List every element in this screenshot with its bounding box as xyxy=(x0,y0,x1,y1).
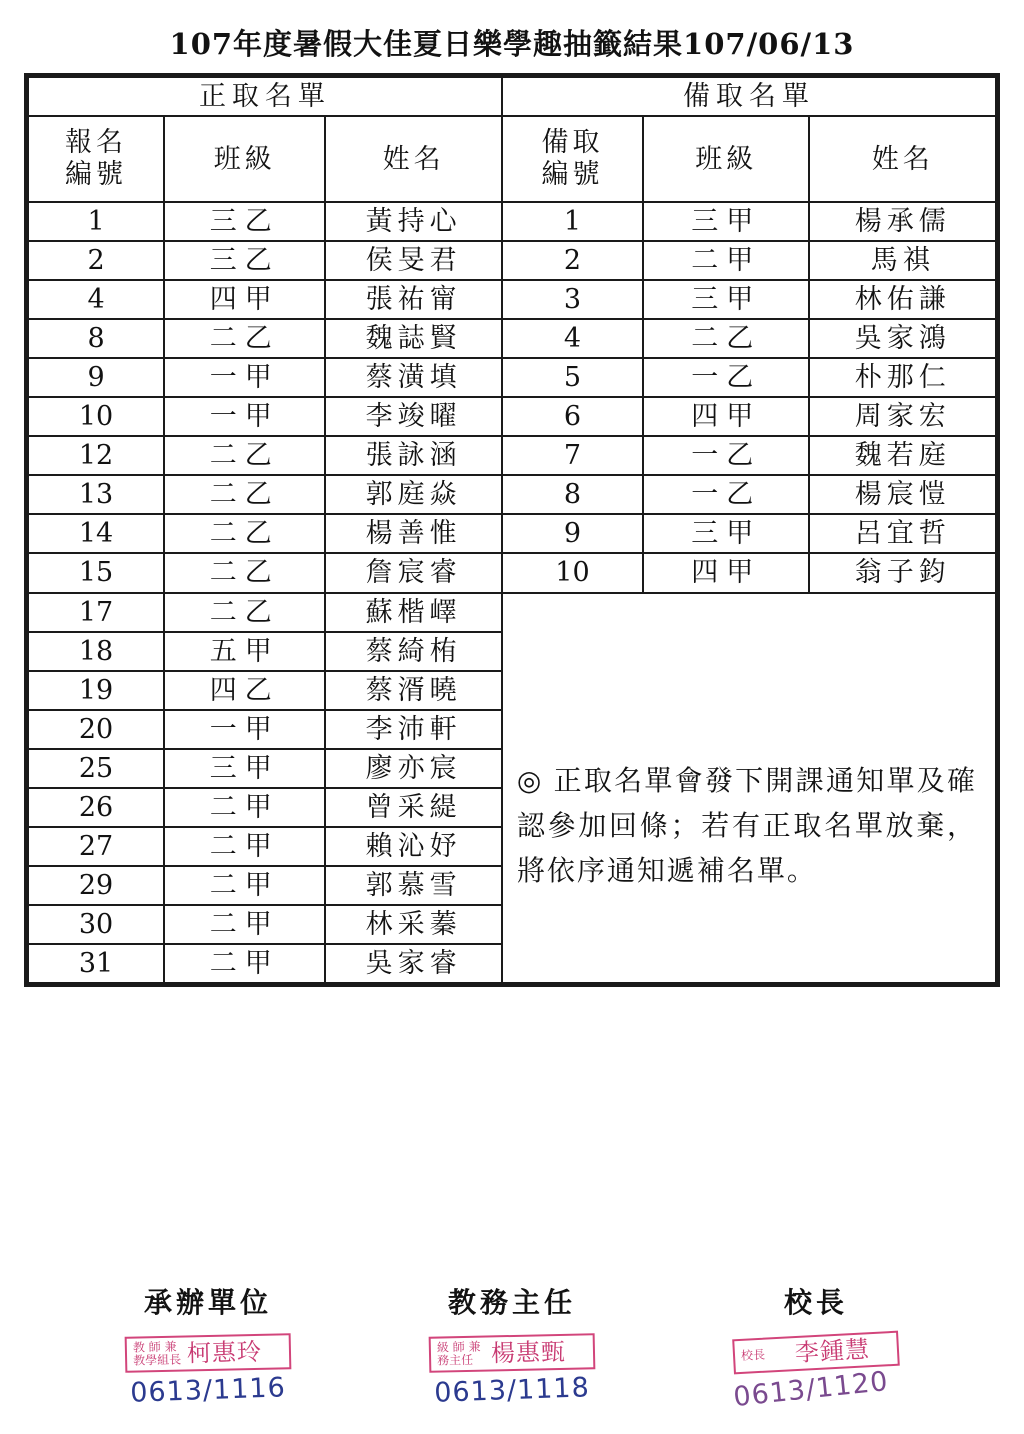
waitlist-class: 一乙 xyxy=(643,475,809,514)
column-header-waitlist-name: 姓名 xyxy=(809,116,996,202)
signature-handwriting: 0613/1120 xyxy=(732,1365,890,1413)
accepted-no: 25 xyxy=(28,749,164,788)
accepted-no: 2 xyxy=(28,241,164,280)
signature-title: 承辦單位 xyxy=(143,1285,272,1319)
group-header-waitlist: 備取名單 xyxy=(502,77,996,116)
accepted-class: 二乙 xyxy=(164,593,325,632)
waitlist-no: 7 xyxy=(502,436,643,475)
signature-title: 教務主任 xyxy=(447,1285,576,1319)
accepted-class: 三乙 xyxy=(164,202,325,241)
accepted-no: 14 xyxy=(28,514,164,553)
waitlist-name: 楊承儒 xyxy=(809,202,996,241)
accepted-no: 26 xyxy=(28,788,164,827)
accepted-name: 曾采緹 xyxy=(325,788,501,827)
accepted-no: 20 xyxy=(28,710,164,749)
accepted-no: 10 xyxy=(28,397,164,436)
waitlist-no: 8 xyxy=(502,475,643,514)
notice-mark-icon: ◎ xyxy=(516,763,544,797)
accepted-name: 張詠涵 xyxy=(325,436,501,475)
accepted-name: 賴沁妤 xyxy=(325,827,501,866)
accepted-name: 楊善惟 xyxy=(325,514,501,553)
accepted-no: 27 xyxy=(28,827,164,866)
stamp-name: 李鍾慧 xyxy=(794,1334,871,1367)
waitlist-no: 5 xyxy=(502,358,643,397)
stamp-role-text xyxy=(741,1347,796,1363)
signature-row xyxy=(0,1281,1024,1413)
accepted-name: 吳家睿 xyxy=(325,944,501,983)
accepted-name: 郭庭焱 xyxy=(325,475,501,514)
accepted-class: 四乙 xyxy=(164,671,325,710)
accepted-class: 二甲 xyxy=(164,905,325,944)
table-column-header-row xyxy=(28,116,996,202)
column-header-accepted-name: 姓名 xyxy=(325,116,501,202)
waitlist-no: 1 xyxy=(502,202,643,241)
column-header-waitlist-no xyxy=(502,116,643,202)
notice-text: 正取名單會發下開課通知單及確認參加回條；若有正取名單放棄，將依序通知遞補名單。 xyxy=(516,763,977,888)
accepted-name: 張祐甯 xyxy=(325,280,501,319)
waitlist-name: 吳家鴻 xyxy=(809,319,996,358)
notice-cell xyxy=(502,593,996,983)
accepted-no: 17 xyxy=(28,593,164,632)
waitlist-name: 朴那仁 xyxy=(809,358,996,397)
waitlist-no: 4 xyxy=(502,319,643,358)
accepted-name: 蘇楷嶧 xyxy=(325,593,501,632)
table-row xyxy=(28,241,996,280)
signature-block-principal xyxy=(666,1281,966,1413)
accepted-no: 8 xyxy=(28,319,164,358)
accepted-no: 31 xyxy=(28,944,164,983)
table-row xyxy=(28,280,996,319)
signature-handwriting: 0613/1116 xyxy=(129,1372,287,1409)
document-page xyxy=(0,22,1024,1434)
waitlist-no: 6 xyxy=(502,397,643,436)
accepted-name: 廖亦宸 xyxy=(325,749,501,788)
stamp-name: 楊惠甄 xyxy=(490,1337,567,1367)
waitlist-class: 二乙 xyxy=(643,319,809,358)
waitlist-class: 四甲 xyxy=(643,553,809,592)
table-row xyxy=(28,514,996,553)
signature-block-handling-unit xyxy=(58,1281,358,1409)
accepted-no: 30 xyxy=(28,905,164,944)
accepted-name: 蔡湑曉 xyxy=(325,671,501,710)
accepted-class: 二乙 xyxy=(164,553,325,592)
accepted-class: 五甲 xyxy=(164,632,325,671)
waitlist-name: 楊宸愷 xyxy=(809,475,996,514)
signature-stamp xyxy=(429,1333,596,1373)
accepted-name: 侯旻君 xyxy=(325,241,501,280)
column-header-accepted-no-line1: 報名 xyxy=(65,127,128,159)
waitlist-no: 3 xyxy=(502,280,643,319)
table-group-header-row xyxy=(28,77,996,116)
signature-stamp xyxy=(125,1333,292,1373)
waitlist-class: 三甲 xyxy=(643,280,809,319)
accepted-no: 4 xyxy=(28,280,164,319)
waitlist-class: 一乙 xyxy=(643,358,809,397)
stamp-role-line1: 教 師 兼 xyxy=(132,1339,177,1355)
accepted-class: 二甲 xyxy=(164,866,325,905)
accepted-name: 詹宸睿 xyxy=(325,553,501,592)
lottery-results-table xyxy=(27,76,997,984)
accepted-class: 二乙 xyxy=(164,319,325,358)
accepted-name: 黃持心 xyxy=(325,202,501,241)
signature-title: 校長 xyxy=(783,1285,848,1319)
accepted-class: 二甲 xyxy=(164,827,325,866)
accepted-class: 四甲 xyxy=(164,280,325,319)
waitlist-name: 呂宜哲 xyxy=(809,514,996,553)
table-row xyxy=(28,436,996,475)
table-row xyxy=(28,593,996,632)
accepted-class: 一甲 xyxy=(164,358,325,397)
accepted-name: 林采蓁 xyxy=(325,905,501,944)
accepted-no: 12 xyxy=(28,436,164,475)
waitlist-name: 周家宏 xyxy=(809,397,996,436)
accepted-no: 18 xyxy=(28,632,164,671)
waitlist-no: 10 xyxy=(502,553,643,592)
results-table-container xyxy=(24,73,1000,987)
column-header-waitlist-no-line2: 編號 xyxy=(541,159,604,191)
accepted-no: 15 xyxy=(28,553,164,592)
waitlist-name: 翁子鈞 xyxy=(809,553,996,592)
table-row xyxy=(28,475,996,514)
stamp-name: 柯惠玲 xyxy=(186,1337,263,1367)
accepted-no: 13 xyxy=(28,475,164,514)
accepted-name: 郭慕雪 xyxy=(325,866,501,905)
group-header-accepted: 正取名單 xyxy=(28,77,502,116)
column-header-accepted-no-line2: 編號 xyxy=(65,159,128,191)
waitlist-class: 三甲 xyxy=(643,202,809,241)
signature-handwriting: 0613/1118 xyxy=(433,1372,591,1409)
table-row xyxy=(28,319,996,358)
accepted-name: 李竣曜 xyxy=(325,397,501,436)
stamp-role-line1: 級 師 兼 xyxy=(436,1339,481,1355)
stamp-role-line2: 教學組長 xyxy=(132,1352,182,1368)
accepted-no: 1 xyxy=(28,202,164,241)
accepted-class: 二乙 xyxy=(164,475,325,514)
accepted-no: 9 xyxy=(28,358,164,397)
accepted-class: 二乙 xyxy=(164,514,325,553)
waitlist-class: 三甲 xyxy=(643,514,809,553)
table-row xyxy=(28,553,996,592)
table-row xyxy=(28,358,996,397)
notice-text-block xyxy=(503,672,995,904)
column-header-accepted-class: 班級 xyxy=(164,116,325,202)
accepted-class: 一甲 xyxy=(164,710,325,749)
accepted-class: 二甲 xyxy=(164,944,325,983)
stamp-role-text xyxy=(437,1340,492,1368)
column-header-waitlist-no-line1: 備取 xyxy=(541,127,604,159)
stamp-role-text xyxy=(133,1340,188,1368)
accepted-name: 蔡綺栯 xyxy=(325,632,501,671)
waitlist-no: 2 xyxy=(502,241,643,280)
waitlist-name: 林佑謙 xyxy=(809,280,996,319)
waitlist-class: 二甲 xyxy=(643,241,809,280)
accepted-class: 一甲 xyxy=(164,397,325,436)
accepted-no: 19 xyxy=(28,671,164,710)
table-row xyxy=(28,202,996,241)
table-row xyxy=(28,397,996,436)
waitlist-name: 馬祺 xyxy=(809,241,996,280)
accepted-class: 三乙 xyxy=(164,241,325,280)
waitlist-name: 魏若庭 xyxy=(809,436,996,475)
accepted-name: 魏誌賢 xyxy=(325,319,501,358)
accepted-name: 蔡潢填 xyxy=(325,358,501,397)
column-header-accepted-no xyxy=(28,116,164,202)
accepted-name: 李沛軒 xyxy=(325,710,501,749)
accepted-class: 三甲 xyxy=(164,749,325,788)
signature-block-academic-director xyxy=(362,1281,662,1409)
accepted-class: 二乙 xyxy=(164,436,325,475)
stamp-role-line1: 校長 xyxy=(740,1347,766,1363)
accepted-no: 29 xyxy=(28,866,164,905)
waitlist-class: 四甲 xyxy=(643,397,809,436)
column-header-waitlist-class: 班級 xyxy=(643,116,809,202)
waitlist-class: 一乙 xyxy=(643,436,809,475)
accepted-class: 二甲 xyxy=(164,788,325,827)
page-title: 107年度暑假大佳夏日樂學趣抽籤結果107/06/13 xyxy=(169,27,855,61)
stamp-role-line2: 務主任 xyxy=(436,1352,474,1368)
waitlist-no: 9 xyxy=(502,514,643,553)
